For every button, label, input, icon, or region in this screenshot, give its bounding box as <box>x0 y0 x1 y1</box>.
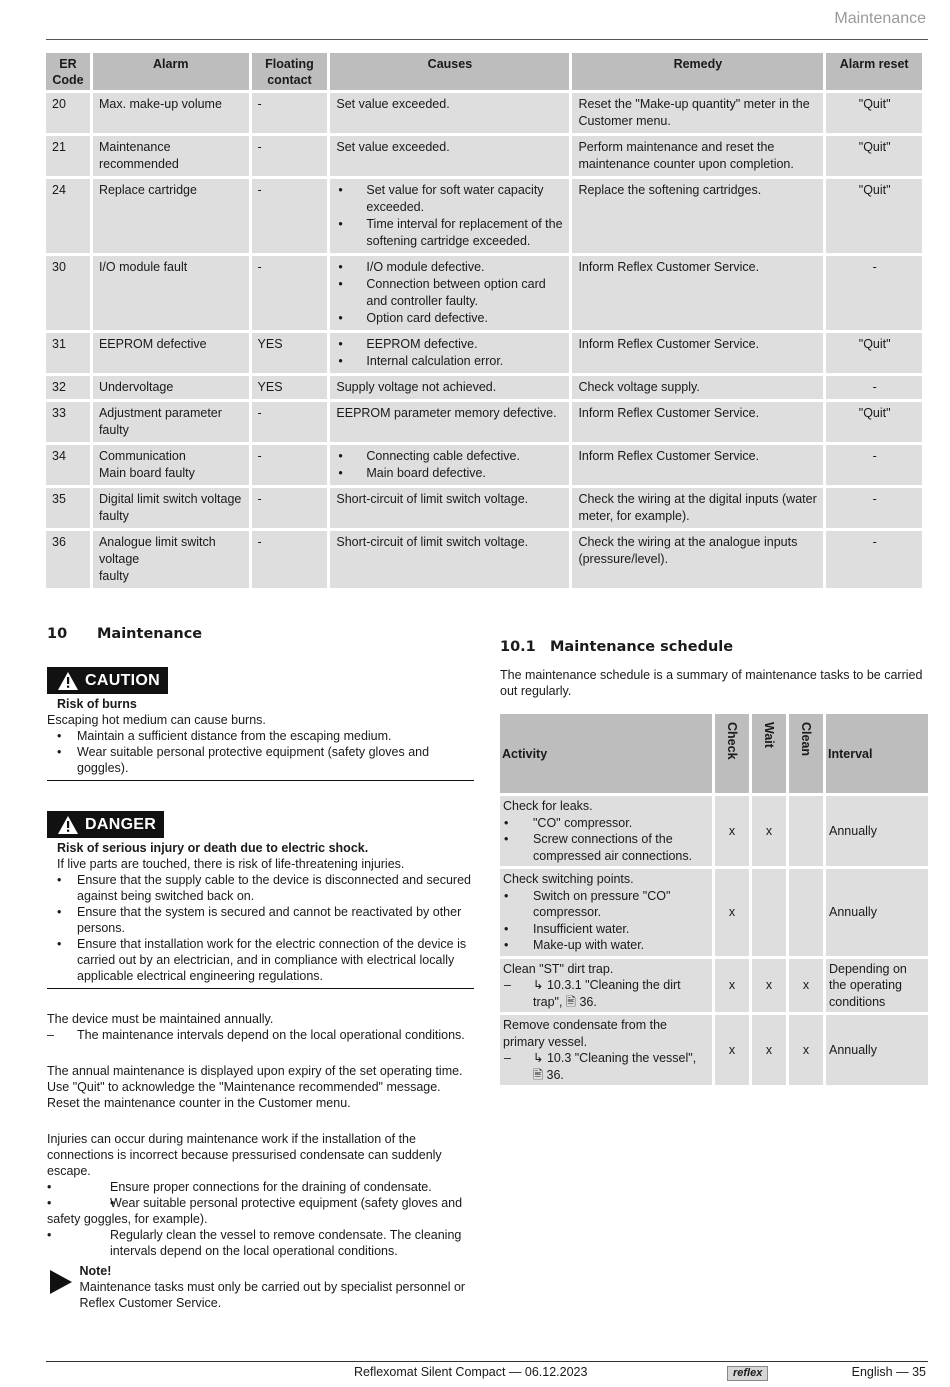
alarm-row <box>46 402 922 442</box>
er-code: 30 <box>46 256 90 330</box>
section-10-1-title: 10.1 Maintenance schedule <box>500 639 734 655</box>
mark-wait: x <box>752 959 786 1013</box>
injury-warning-text: Injuries can occur during maintenance work if the installation of the connections is incorrect because pressurised condensate can suddenly escape. <box>47 1132 442 1178</box>
floating-contact: - <box>252 531 328 588</box>
causes <box>330 333 569 373</box>
mark-check: x <box>715 869 749 956</box>
alarm-row <box>46 488 922 528</box>
causes <box>330 179 569 253</box>
mark-check: x <box>715 1015 749 1085</box>
caution-box <box>47 694 474 781</box>
schedule-body <box>500 796 928 1085</box>
causes <box>330 402 569 442</box>
caution-item: • Wear suitable personal protective equipment (safety gloves and goggles). <box>47 744 474 776</box>
col-check: Check <box>715 714 749 793</box>
reflex-logo: reflex <box>727 1366 768 1381</box>
alarm-row <box>46 256 922 330</box>
precaution-item: • Regularly clean the vessel to remove condensate. The cleaning intervals depend on the local operational conditions. <box>47 1227 474 1259</box>
alarm-reset: "Quit" <box>826 136 922 176</box>
schedule-row <box>500 1015 928 1085</box>
mark-wait: x <box>752 1015 786 1085</box>
activity-title: Clean "ST" dirt trap. <box>503 961 614 976</box>
danger-title: Risk of serious injury or death due to electric shock. <box>57 841 369 855</box>
interval: Annually <box>826 869 928 956</box>
maintenance-interval-note: – The maintenance intervals depend on the local operational conditions. <box>47 1027 474 1043</box>
header-rule <box>46 39 928 40</box>
note-text: Maintenance tasks must only be carried out by specialist personnel or Reflex Customer Service. <box>79 1280 466 1310</box>
danger-item: • Ensure that the supply cable to the device is disconnected and secured against being switched back on. <box>47 872 474 904</box>
alarm-row <box>46 445 922 485</box>
remedy: Reset the "Make-up quantity" meter in the Customer menu. <box>572 93 823 133</box>
danger-item: • Ensure that the system is secured and cannot be reactivated by other persons. <box>47 904 474 936</box>
activity-subitem: • Insufficient water. <box>503 921 709 938</box>
activity-title: Check switching points. <box>503 872 634 886</box>
floating-contact: - <box>252 136 328 176</box>
alarm-name: Communication Main board faulty <box>93 445 249 485</box>
maintenance-display-text: The annual maintenance is displayed upon expiry of the set operating time. Use "Quit" to acknowledge the "Maintenance recommended" message. Reset the maintenance counter in the Customer menu. <box>47 1064 463 1110</box>
cause-text: Short-circuit of limit switch voltage. <box>336 492 529 506</box>
cause-item: • Internal calculation error. <box>336 353 564 370</box>
remedy: Check the wiring at the analogue inputs (pressure/level). <box>572 531 823 588</box>
remedy: Check the wiring at the digital inputs (water meter, for example). <box>572 488 823 528</box>
footer-document: Reflexomat Silent Compact — 06.12.2023 <box>354 1365 588 1379</box>
floating-contact: - <box>252 402 328 442</box>
section-10-1 <box>500 639 928 1088</box>
alarm-name: Digital limit switch voltage faulty <box>93 488 249 528</box>
col-activity: Activity <box>500 714 712 793</box>
mark-check: x <box>715 959 749 1013</box>
floating-contact: - <box>252 256 328 330</box>
floating-contact: - <box>252 179 328 253</box>
er-code: 21 <box>46 136 90 176</box>
alarm-name: I/O module fault <box>93 256 249 330</box>
caution-title: Risk of burns <box>57 697 137 711</box>
caution-item: • Maintain a sufficient distance from the escaping medium. <box>47 728 474 744</box>
alarm-reset: "Quit" <box>826 179 922 253</box>
schedule-row <box>500 959 928 1013</box>
cause-text: Set value exceeded. <box>336 140 450 154</box>
danger-item: • Ensure that installation work for the electric connection of the device is carried out by an electrician, and in compliance with electrical locally applicable electrical engineering regulations. <box>47 936 474 984</box>
col-alarm: Alarm <box>93 53 249 90</box>
mark-clean <box>789 869 823 956</box>
alarm-name: EEPROM defective <box>93 333 249 373</box>
er-code: 31 <box>46 333 90 373</box>
alarm-name: Replace cartridge <box>93 179 249 253</box>
alarm-name: Maintenance recommended <box>93 136 249 176</box>
alarm-row <box>46 376 922 399</box>
causes <box>330 376 569 399</box>
precaution-item: • • Wear suitable personal protective equipment (safety gloves and safety goggles, for example). <box>47 1195 474 1227</box>
alarm-name: Max. make-up volume <box>93 93 249 133</box>
alarm-name: Undervoltage <box>93 376 249 399</box>
cause-item: • Main board defective. <box>336 465 564 482</box>
activity-title: Check for leaks. <box>503 799 593 813</box>
footer-page-number: English — 35 <box>851 1365 926 1379</box>
alarm-row <box>46 179 922 253</box>
precaution-item: • Ensure proper connections for the draining of condensate. <box>47 1179 474 1195</box>
alarm-reset: "Quit" <box>826 93 922 133</box>
col-er-code: ER Code <box>46 53 90 90</box>
col-causes: Causes <box>330 53 569 90</box>
mark-clean <box>789 796 823 866</box>
floating-contact: YES <box>252 333 328 373</box>
interval: Annually <box>826 1015 928 1085</box>
causes <box>330 136 569 176</box>
activity <box>500 959 712 1013</box>
remedy: Inform Reflex Customer Service. <box>572 333 823 373</box>
activity <box>500 1015 712 1085</box>
section-10-title: 10 Maintenance <box>47 626 203 642</box>
causes <box>330 256 569 330</box>
activity-subitem: – ↳ 10.3.1 "Cleaning the dirt trap", 🖹 36. <box>503 977 709 1010</box>
schedule-intro: The maintenance schedule is a summary of maintenance tasks to be carried out regularly. <box>500 668 923 698</box>
er-code: 35 <box>46 488 90 528</box>
caution-block <box>47 667 474 781</box>
activity-subitem: • "CO" compressor. <box>503 815 709 832</box>
remedy: Perform maintenance and reset the maintenance counter upon completion. <box>572 136 823 176</box>
cause-item: • Connection between option card and controller faulty. <box>336 276 564 310</box>
danger-label: DANGER <box>47 811 164 838</box>
mark-wait: x <box>752 796 786 866</box>
note-title: Note! <box>79 1264 112 1278</box>
mark-check: x <box>715 796 749 866</box>
col-wait: Wait <box>752 714 786 793</box>
er-code: 34 <box>46 445 90 485</box>
cause-item: • Option card defective. <box>336 310 564 327</box>
interval: Annually <box>826 796 928 866</box>
alarm-reset: "Quit" <box>826 402 922 442</box>
danger-box <box>47 838 474 989</box>
floating-contact: - <box>252 488 328 528</box>
schedule-header <box>500 714 928 793</box>
schedule-row <box>500 869 928 956</box>
caution-label: CAUTION <box>47 667 168 694</box>
cause-text: Short-circuit of limit switch voltage. <box>336 535 529 549</box>
mark-clean: x <box>789 1015 823 1085</box>
caution-text: Escaping hot medium can cause burns. <box>47 713 266 727</box>
alarm-name: Adjustment parameter faulty <box>93 402 249 442</box>
er-code: 36 <box>46 531 90 588</box>
maintenance-schedule-table <box>497 711 931 1088</box>
er-code: 24 <box>46 179 90 253</box>
floating-contact: - <box>252 93 328 133</box>
er-code: 33 <box>46 402 90 442</box>
alarm-table-body <box>46 93 922 588</box>
mark-clean: x <box>789 959 823 1013</box>
running-header: Maintenance <box>834 10 926 27</box>
cause-text: Supply voltage not achieved. <box>336 380 497 394</box>
floating-contact: - <box>252 445 328 485</box>
alarm-table-header <box>46 53 922 90</box>
alarm-row <box>46 333 922 373</box>
activity <box>500 869 712 956</box>
cause-item: • Connecting cable defective. <box>336 448 564 465</box>
danger-text: If live parts are touched, there is risk of life-threatening injuries. <box>57 857 405 871</box>
col-remedy: Remedy <box>572 53 823 90</box>
warning-triangle-icon <box>57 671 79 691</box>
cause-text: EEPROM parameter memory defective. <box>336 406 557 420</box>
activity-title: Remove condensate from the primary vessel. <box>503 1018 667 1049</box>
alarm-name: Analogue limit switch voltage faulty <box>93 531 249 588</box>
cause-text: Set value exceeded. <box>336 97 450 111</box>
cause-item: • EEPROM defective. <box>336 336 564 353</box>
note-arrow-icon <box>47 1263 79 1311</box>
causes <box>330 488 569 528</box>
alarm-reset: "Quit" <box>826 333 922 373</box>
alarm-row <box>46 531 922 588</box>
footer-rule <box>46 1361 928 1362</box>
remedy: Replace the softening cartridges. <box>572 179 823 253</box>
alarm-reset: - <box>826 256 922 330</box>
col-interval: Interval <box>826 714 928 793</box>
floating-contact: YES <box>252 376 328 399</box>
er-code: 20 <box>46 93 90 133</box>
alarm-reset: - <box>826 531 922 588</box>
warning-triangle-icon <box>57 815 79 835</box>
remedy: Check voltage supply. <box>572 376 823 399</box>
causes <box>330 93 569 133</box>
activity-subitem: – ↳ 10.3 "Cleaning the vessel", 🖹 36. <box>503 1050 709 1083</box>
annual-maintenance-text: The device must be maintained annually. <box>47 1012 274 1026</box>
remedy: Inform Reflex Customer Service. <box>572 445 823 485</box>
causes <box>330 445 569 485</box>
er-code: 32 <box>46 376 90 399</box>
alarm-reset: - <box>826 445 922 485</box>
interval: Depending on the operating conditions <box>826 959 928 1013</box>
cause-item: • I/O module defective. <box>336 259 564 276</box>
activity <box>500 796 712 866</box>
alarm-reset: - <box>826 376 922 399</box>
remedy: Inform Reflex Customer Service. <box>572 256 823 330</box>
activity-subitem: • Make-up with water. <box>503 937 709 954</box>
col-floating-contact: Floating contact <box>252 53 328 90</box>
alarm-reset: - <box>826 488 922 528</box>
alarm-row <box>46 93 922 133</box>
mark-wait <box>752 869 786 956</box>
schedule-row <box>500 796 928 866</box>
cause-item: • Set value for soft water capacity exceeded. <box>336 182 564 216</box>
danger-block <box>47 811 474 989</box>
cause-item: • Time interval for replacement of the softening cartridge exceeded. <box>336 216 564 250</box>
alarm-table <box>43 50 925 591</box>
activity-subitem: • Switch on pressure "CO" compressor. <box>503 888 709 921</box>
remedy: Inform Reflex Customer Service. <box>572 402 823 442</box>
activity-subitem: • Screw connections of the compressed air connections. <box>503 831 709 864</box>
alarm-row <box>46 136 922 176</box>
causes <box>330 531 569 588</box>
section-10 <box>47 626 474 1311</box>
note-block <box>47 1263 474 1311</box>
col-clean: Clean <box>789 714 823 793</box>
col-alarm-reset: Alarm reset <box>826 53 922 90</box>
injury-precautions-list <box>47 1179 474 1259</box>
